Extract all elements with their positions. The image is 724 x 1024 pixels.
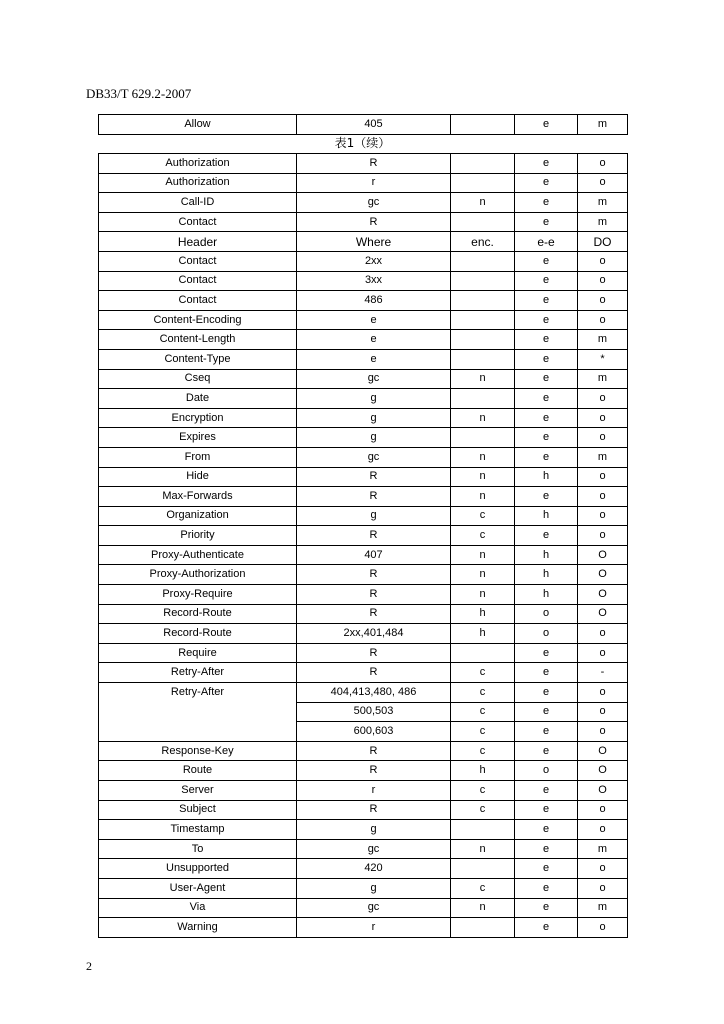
- table-row: [99, 310, 628, 330]
- table-cell: 405: [297, 115, 451, 135]
- table-cell: h: [451, 604, 515, 624]
- table-cell: c: [451, 781, 515, 801]
- table-cell: g: [297, 428, 451, 448]
- table-cell: gc: [297, 447, 451, 467]
- table-cell: 407: [297, 545, 451, 565]
- table-cell: m: [578, 839, 628, 859]
- table-cell: e: [515, 878, 578, 898]
- table-cell: R: [297, 741, 451, 761]
- table-cell: e: [515, 447, 578, 467]
- table-row: [99, 212, 628, 232]
- table-cell: o: [578, 408, 628, 428]
- table-cell: Subject: [99, 800, 297, 820]
- table-cell: n: [451, 565, 515, 585]
- table-cell: e: [515, 741, 578, 761]
- table-cell: n: [451, 898, 515, 918]
- table-cell: Timestamp: [99, 820, 297, 840]
- table-cell: Content-Length: [99, 330, 297, 350]
- table-cell: O: [578, 565, 628, 585]
- table-cell: Organization: [99, 506, 297, 526]
- table-cell: Contact: [99, 251, 297, 271]
- table-cell: Authorization: [99, 154, 297, 174]
- table-cell: Unsupported: [99, 859, 297, 879]
- table-cell: gc: [297, 898, 451, 918]
- table-cell: Record-Route: [99, 624, 297, 644]
- table-cell: 500,503: [297, 702, 451, 722]
- table-cell: r: [297, 918, 451, 938]
- table-cell: *: [578, 349, 628, 369]
- table-cell: g: [297, 878, 451, 898]
- table-cell: R: [297, 800, 451, 820]
- table-cell: [451, 389, 515, 409]
- table-row: [99, 545, 628, 565]
- table-cell: o: [578, 251, 628, 271]
- table-cell: Server: [99, 781, 297, 801]
- table-cell: h: [451, 624, 515, 644]
- table-cell: Proxy-Require: [99, 585, 297, 605]
- table-row: [99, 408, 628, 428]
- table-cell: e: [515, 173, 578, 193]
- table-cell: R: [297, 526, 451, 546]
- table-cell: R: [297, 643, 451, 663]
- table-cell: r: [297, 173, 451, 193]
- table-cell: e: [515, 408, 578, 428]
- table-cell: Priority: [99, 526, 297, 546]
- table-row: [99, 291, 628, 311]
- table-row: [99, 741, 628, 761]
- table-cell: e: [515, 800, 578, 820]
- table-cell: e: [515, 918, 578, 938]
- table-cell: User-Agent: [99, 878, 297, 898]
- table-cell: e: [515, 487, 578, 507]
- table-cell: e: [515, 526, 578, 546]
- table-cell: e: [515, 154, 578, 174]
- table-cell: o: [578, 859, 628, 879]
- table-cell: e: [297, 349, 451, 369]
- table-cell: [451, 428, 515, 448]
- table-cell: e: [515, 898, 578, 918]
- table-cell: e: [515, 839, 578, 859]
- table-cell: [451, 115, 515, 135]
- table-row: [99, 761, 628, 781]
- table-cell: 404,413,480, 486: [297, 683, 451, 703]
- table-cell: h: [515, 467, 578, 487]
- table-cell: e: [515, 251, 578, 271]
- table-cell: 2xx,401,484: [297, 624, 451, 644]
- table-cell: 420: [297, 859, 451, 879]
- table-row: [99, 800, 628, 820]
- table-cell: o: [578, 173, 628, 193]
- table-cell: Cseq: [99, 369, 297, 389]
- table-cell: o: [578, 820, 628, 840]
- table-cell: e: [515, 369, 578, 389]
- table-cell: r: [297, 781, 451, 801]
- table-cell: o: [578, 702, 628, 722]
- table-cell: [451, 859, 515, 879]
- table-cell: Where: [297, 232, 451, 252]
- table-cell: e: [515, 820, 578, 840]
- document-code: DB33/T 629.2-2007: [86, 86, 192, 101]
- table-cell: enc.: [451, 232, 515, 252]
- table-cell: o: [578, 526, 628, 546]
- header-field-table: [98, 153, 628, 938]
- table-row: [99, 193, 628, 213]
- table-cell: o: [578, 487, 628, 507]
- table-cell: o: [578, 683, 628, 703]
- table-row: [99, 624, 628, 644]
- table-cell: m: [578, 898, 628, 918]
- page-number: 2: [86, 959, 92, 973]
- table-cell: m: [578, 447, 628, 467]
- table-cell: Header: [99, 232, 297, 252]
- table-caption: 表1（续）: [334, 136, 391, 150]
- table-cell: gc: [297, 369, 451, 389]
- table-cell: n: [451, 585, 515, 605]
- table-cell: e: [515, 349, 578, 369]
- table-cell: h: [515, 565, 578, 585]
- table-cell: o: [578, 722, 628, 742]
- table-cell: o: [578, 428, 628, 448]
- table-cell: e: [515, 271, 578, 291]
- table-cell: m: [578, 212, 628, 232]
- table-cell: [451, 330, 515, 350]
- table-cell: m: [578, 193, 628, 213]
- table-cell: R: [297, 154, 451, 174]
- table-cell: e: [515, 291, 578, 311]
- table-cell: o: [578, 310, 628, 330]
- table-cell: o: [578, 800, 628, 820]
- table-cell: o: [578, 154, 628, 174]
- table-cell: [451, 820, 515, 840]
- table-cell: R: [297, 467, 451, 487]
- table-row: [99, 487, 628, 507]
- table-cell: n: [451, 487, 515, 507]
- table-cell: h: [451, 761, 515, 781]
- table-cell: Response-Key: [99, 741, 297, 761]
- table-cell: o: [515, 624, 578, 644]
- table-cell: e: [515, 212, 578, 232]
- table-cell: R: [297, 761, 451, 781]
- table-cell: O: [578, 781, 628, 801]
- table-cell: c: [451, 702, 515, 722]
- table-cell: Content-Type: [99, 349, 297, 369]
- table-cell: Max-Forwards: [99, 487, 297, 507]
- table-cell: o: [515, 604, 578, 624]
- table-cell: 486: [297, 291, 451, 311]
- table-cell: Contact: [99, 271, 297, 291]
- table-cell: Call-ID: [99, 193, 297, 213]
- table-cell: o: [578, 291, 628, 311]
- table-cell: Hide: [99, 467, 297, 487]
- table-cell: 600,603: [297, 722, 451, 742]
- table-cell: n: [451, 408, 515, 428]
- table-header-row: [99, 232, 628, 252]
- table-cell: R: [297, 604, 451, 624]
- table-cell: Allow: [99, 115, 297, 135]
- table-cell: e: [515, 643, 578, 663]
- table-cell: Date: [99, 389, 297, 409]
- table-cell: e: [515, 330, 578, 350]
- table-cell: Authorization: [99, 173, 297, 193]
- table-cell: o: [578, 918, 628, 938]
- table-cell: h: [515, 545, 578, 565]
- table-cell: [451, 173, 515, 193]
- table-cell: o: [578, 271, 628, 291]
- table-cell: To: [99, 839, 297, 859]
- table-row: [99, 604, 628, 624]
- table-cell: n: [451, 369, 515, 389]
- table-cell: e: [297, 310, 451, 330]
- table-row: [99, 349, 628, 369]
- table-cell: e: [515, 663, 578, 683]
- table-cell: 3xx: [297, 271, 451, 291]
- table-cell: n: [451, 447, 515, 467]
- table-row: [99, 565, 628, 585]
- table-cell: R: [297, 663, 451, 683]
- table-row: [99, 683, 628, 703]
- table-row: [99, 781, 628, 801]
- table-cell: n: [451, 467, 515, 487]
- table-cell: gc: [297, 193, 451, 213]
- table-cell: m: [578, 115, 628, 135]
- table-cell: c: [451, 741, 515, 761]
- table-cell: [451, 643, 515, 663]
- table-cell: Retry-After: [99, 683, 297, 742]
- table-cell: c: [451, 722, 515, 742]
- table-cell: c: [451, 878, 515, 898]
- table-cell: c: [451, 683, 515, 703]
- table-cell: gc: [297, 839, 451, 859]
- table-cell: [451, 291, 515, 311]
- table-cell: Proxy-Authorization: [99, 565, 297, 585]
- table-cell: Warning: [99, 918, 297, 938]
- table-row: [99, 369, 628, 389]
- table-cell: m: [578, 369, 628, 389]
- table-row: [99, 389, 628, 409]
- table-cell: o: [578, 506, 628, 526]
- table-cell: R: [297, 585, 451, 605]
- table-row: [99, 428, 628, 448]
- table-cell: O: [578, 604, 628, 624]
- table-row: [99, 878, 628, 898]
- table-row: [99, 506, 628, 526]
- table-cell: g: [297, 408, 451, 428]
- table-cell: c: [451, 800, 515, 820]
- table-row: [99, 859, 628, 879]
- table-cell: From: [99, 447, 297, 467]
- table-cell: e-e: [515, 232, 578, 252]
- table-cell: m: [578, 330, 628, 350]
- table-row: [99, 839, 628, 859]
- table-cell: o: [515, 761, 578, 781]
- table-row: [99, 173, 628, 193]
- table-row: [99, 154, 628, 174]
- table-row: [99, 820, 628, 840]
- table-cell: R: [297, 212, 451, 232]
- table-row: [99, 585, 628, 605]
- table-cell: Require: [99, 643, 297, 663]
- table-cell: Record-Route: [99, 604, 297, 624]
- table-row: [99, 115, 628, 135]
- table-cell: Proxy-Authenticate: [99, 545, 297, 565]
- table-cell: e: [515, 428, 578, 448]
- table-cell: Encryption: [99, 408, 297, 428]
- table-row: [99, 271, 628, 291]
- table-cell: e: [515, 722, 578, 742]
- table-row: [99, 467, 628, 487]
- table-cell: Content-Encoding: [99, 310, 297, 330]
- table-cell: [451, 154, 515, 174]
- table-cell: [451, 918, 515, 938]
- table-cell: -: [578, 663, 628, 683]
- table-cell: o: [578, 878, 628, 898]
- table-row: [99, 663, 628, 683]
- table-cell: e: [515, 683, 578, 703]
- table-cell: g: [297, 820, 451, 840]
- table-cell: O: [578, 545, 628, 565]
- table-row: [99, 898, 628, 918]
- table-cell: Via: [99, 898, 297, 918]
- table-cell: O: [578, 741, 628, 761]
- table-cell: e: [515, 193, 578, 213]
- table-cell: [451, 271, 515, 291]
- table-cell: g: [297, 506, 451, 526]
- table-cell: e: [297, 330, 451, 350]
- table-cell: Expires: [99, 428, 297, 448]
- table-cell: o: [578, 643, 628, 663]
- table-cell: O: [578, 761, 628, 781]
- table-cell: [451, 349, 515, 369]
- table-cell: O: [578, 585, 628, 605]
- table-cell: e: [515, 310, 578, 330]
- table-cell: R: [297, 487, 451, 507]
- table-cell: o: [578, 624, 628, 644]
- table-cell: o: [578, 467, 628, 487]
- table-cell: e: [515, 859, 578, 879]
- table-cell: h: [515, 506, 578, 526]
- table-cell: [451, 251, 515, 271]
- table-cell: g: [297, 389, 451, 409]
- table-cell: Contact: [99, 212, 297, 232]
- table-row: [99, 251, 628, 271]
- table-cell: e: [515, 781, 578, 801]
- table-cell: n: [451, 839, 515, 859]
- table-cell: [451, 212, 515, 232]
- table-cell: n: [451, 193, 515, 213]
- table-cell: e: [515, 389, 578, 409]
- table-cell: c: [451, 506, 515, 526]
- table-cell: DO: [578, 232, 628, 252]
- table-row: [99, 330, 628, 350]
- table-row: [99, 447, 628, 467]
- table-cell: h: [515, 585, 578, 605]
- table-cell: 2xx: [297, 251, 451, 271]
- table-cell: Contact: [99, 291, 297, 311]
- table-cell: c: [451, 663, 515, 683]
- table-cell: e: [515, 115, 578, 135]
- table-row: [99, 643, 628, 663]
- table-row: [99, 918, 628, 938]
- table-cell: R: [297, 565, 451, 585]
- table-cell: c: [451, 526, 515, 546]
- table-row: [99, 526, 628, 546]
- table-cell: e: [515, 702, 578, 722]
- table-continued-top: [98, 114, 628, 135]
- table-cell: [451, 310, 515, 330]
- table-cell: o: [578, 389, 628, 409]
- table-cell: Route: [99, 761, 297, 781]
- table-cell: Retry-After: [99, 663, 297, 683]
- table-cell: n: [451, 545, 515, 565]
